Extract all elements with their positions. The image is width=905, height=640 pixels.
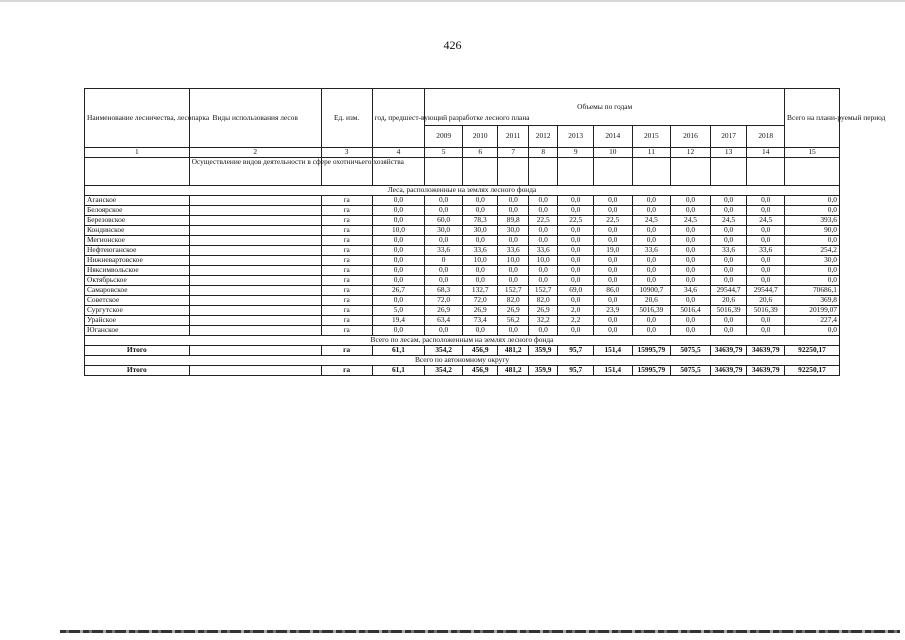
year-value: 359,9 [528,346,557,356]
year-value: 132,7 [462,286,498,296]
column-number: 11 [632,148,671,158]
year-value: 29544,7 [747,286,785,296]
year-value: 0,0 [498,266,528,276]
year-value: 0,0 [747,206,785,216]
column-number: 10 [593,148,632,158]
year-value: 0,0 [462,326,498,336]
unit: га [321,276,372,286]
column-number: 1 [85,148,190,158]
year-value: 0,0 [462,276,498,286]
forestry-name: Урайское [85,316,190,326]
forest-use-type [189,226,321,236]
unit: га [321,206,372,216]
year-value: 0,0 [747,276,785,286]
year-value: 19,0 [593,246,632,256]
year-value: 0,0 [710,236,747,246]
forestry-name: Няксимвольское [85,266,190,276]
year-value: 151,4 [593,366,632,376]
forest-use-type [189,256,321,266]
year-value: 68,3 [425,286,463,296]
year-value: 30,0 [498,226,528,236]
year-value: 0,0 [593,296,632,306]
year-value: 24,5 [710,216,747,226]
header-prev-year: год, предшест-вующий разработке лесного плана [372,89,425,148]
year-value: 0,0 [632,316,671,326]
year-value: 0,0 [593,196,632,206]
header-year: 2010 [462,126,498,148]
year-value: 0,0 [558,326,594,336]
unit: га [321,256,372,266]
year-value: 22,5 [593,216,632,226]
table-row [85,266,840,276]
year-value: 0,0 [632,256,671,266]
year-value: 34639,79 [747,366,785,376]
year-value: 0,0 [593,206,632,216]
year-value: 0,0 [710,316,747,326]
forestry-name: Юганское [85,326,190,336]
year-value: 5016,4 [671,306,711,316]
header-year: 2013 [558,126,594,148]
prev-year-value: 5,0 [372,306,425,316]
year-value: 0,0 [710,326,747,336]
forestry-name: Нефтеюганское [85,246,190,256]
year-value: 0,0 [747,236,785,246]
year-value: 56,2 [498,316,528,326]
year-value: 34639,79 [710,366,747,376]
year-value: 33,6 [498,246,528,256]
forest-use-type [189,366,321,376]
year-value: 152,7 [528,286,557,296]
column-number: 9 [558,148,594,158]
year-value: 0,0 [558,236,594,246]
year-value: 0,0 [632,196,671,206]
column-number: 15 [785,148,840,158]
table-row [85,286,840,296]
header-year: 2011 [498,126,528,148]
year-value: 0,0 [558,256,594,266]
forest-use-table [84,88,886,376]
year-value: 0,0 [671,276,711,286]
year-value: 0,0 [425,236,463,246]
table-row [85,226,840,236]
year-value: 0,0 [498,206,528,216]
header-total: Всего на плани-руемый период [785,89,840,148]
period-total: 393,6 [785,216,840,226]
period-total: 0,0 [785,326,840,336]
prev-year-value: 61,1 [372,366,425,376]
year-value: 72,0 [425,296,463,306]
year-value: 0,0 [558,266,594,276]
unit: га [321,306,372,316]
forestry-name: Октябрьское [85,276,190,286]
unit: га [321,286,372,296]
header-year: 2017 [710,126,747,148]
year-value: 0,0 [593,266,632,276]
year-value: 33,6 [632,246,671,256]
column-number: 4 [372,148,425,158]
year-value: 0,0 [425,276,463,286]
year-value: 26,9 [498,306,528,316]
prev-year-value: 0,0 [372,206,425,216]
year-value: 2,2 [558,316,594,326]
year-value: 0,0 [747,256,785,266]
total-row-forest [85,346,840,356]
prev-year-value: 0,0 [372,276,425,286]
section-forest-total: Всего по лесам, расположенным на землях лесного фонда [85,336,840,346]
year-value: 0,0 [593,316,632,326]
period-total: 0,0 [785,196,840,206]
prev-year-value: 0,0 [372,266,425,276]
period-total: 369,8 [785,296,840,306]
year-value: 30,0 [462,226,498,236]
year-value: 0,0 [747,196,785,206]
unit: га [321,266,372,276]
year-value: 5016,39 [747,306,785,316]
year-value: 0,0 [528,276,557,286]
year-value: 69,0 [558,286,594,296]
unit: га [321,326,372,336]
period-total: 70686,1 [785,286,840,296]
prev-year-value: 61,1 [372,346,425,356]
column-number: 13 [710,148,747,158]
table-row [85,236,840,246]
header-types: Виды использования лесов [189,89,321,148]
section-forest-lands: Леса, расположенные на землях лесного фонда [85,186,840,196]
year-value: 82,0 [498,296,528,306]
year-value: 0,0 [558,246,594,256]
section-row [85,356,840,366]
prev-year-value: 0,0 [372,256,425,266]
year-value: 63,4 [425,316,463,326]
period-total: 0,0 [785,206,840,216]
year-value: 89,8 [498,216,528,226]
scan-edge-bottom [60,630,900,633]
forestry-name: Белоярское [85,206,190,216]
period-total: 92250,17 [785,346,840,356]
year-value: 0,0 [632,326,671,336]
period-total: 0,0 [785,236,840,246]
year-value: 15995,79 [632,346,671,356]
year-value: 32,2 [528,316,557,326]
year-value: 10,0 [498,256,528,266]
header-year: 2018 [747,126,785,148]
prev-year-value: 0,0 [372,236,425,246]
year-value: 0,0 [593,276,632,286]
year-value: 29544,7 [710,286,747,296]
year-value: 0,0 [632,236,671,246]
year-value: 0,0 [425,326,463,336]
forestry-name: Аганское [85,196,190,206]
year-value: 0,0 [710,206,747,216]
year-value: 34,6 [671,286,711,296]
year-value: 0,0 [593,236,632,246]
year-value: 0,0 [558,296,594,306]
table-row [85,276,840,286]
year-value: 33,6 [462,246,498,256]
year-value: 73,4 [462,316,498,326]
year-value: 23,9 [593,306,632,316]
forest-use-type [189,236,321,246]
header-year: 2016 [671,126,711,148]
section-row [85,336,840,346]
activity-type: Осуществление видов деятельности в сфере охотничьего хозяйства [189,158,321,186]
year-value: 0,0 [710,266,747,276]
forest-use-type [189,246,321,256]
table-row [85,306,840,316]
year-value: 33,6 [710,246,747,256]
year-value: 0,0 [498,276,528,286]
prev-year-value: 10,0 [372,226,425,236]
year-value: 22,5 [528,216,557,226]
forestry-name: Кондинское [85,226,190,236]
prev-year-value: 0,0 [372,246,425,256]
year-value: 60,0 [425,216,463,226]
table-row [85,196,840,206]
year-value: 24,5 [671,216,711,226]
year-value: 15995,79 [632,366,671,376]
year-value: 22,5 [558,216,594,226]
forest-use-type [189,346,321,356]
year-value: 456,9 [462,346,498,356]
prev-year-value: 0,0 [372,216,425,226]
section-okrug-total: Всего по автономному округу [85,356,840,366]
year-value: 456,9 [462,366,498,376]
year-value: 0,0 [425,196,463,206]
year-value: 0 [425,256,463,266]
unit: га [321,226,372,236]
unit: га [321,216,372,226]
year-value: 30,0 [425,226,463,236]
prev-year-value: 19,4 [372,316,425,326]
unit: га [321,236,372,246]
table-row [85,316,840,326]
year-value: 0,0 [710,276,747,286]
table-row [85,246,840,256]
section-row [85,186,840,196]
unit: га [321,316,372,326]
year-value: 0,0 [747,226,785,236]
scan-edge-top [0,0,905,2]
column-number: 14 [747,148,785,158]
column-number: 7 [498,148,528,158]
year-value: 0,0 [747,326,785,336]
year-value: 0,0 [671,196,711,206]
column-number: 8 [528,148,557,158]
table-row [85,256,840,266]
forest-use-type [189,296,321,306]
year-value: 5016,39 [710,306,747,316]
column-number: 6 [462,148,498,158]
year-value: 24,5 [632,216,671,226]
year-value: 0,0 [462,266,498,276]
unit: га [321,296,372,306]
year-value: 0,0 [593,226,632,236]
year-value: 0,0 [671,206,711,216]
year-value: 0,0 [425,206,463,216]
year-value: 0,0 [528,326,557,336]
year-value: 0,0 [528,266,557,276]
year-value: 72,0 [462,296,498,306]
year-value: 34639,79 [710,346,747,356]
forest-use-type [189,286,321,296]
prev-year-value: 26,7 [372,286,425,296]
period-total: 0,0 [785,276,840,286]
table-row [85,206,840,216]
unit: га [321,346,372,356]
forest-use-type [189,316,321,326]
year-value: 10,0 [528,256,557,266]
year-value: 20,6 [747,296,785,306]
forestry-name: Сургутское [85,306,190,316]
year-value: 0,0 [671,246,711,256]
year-value: 0,0 [671,266,711,276]
year-value: 0,0 [710,226,747,236]
year-value: 0,0 [671,236,711,246]
year-value: 0,0 [593,256,632,266]
year-value: 95,7 [558,366,594,376]
year-value: 0,0 [498,236,528,246]
year-value: 86,0 [593,286,632,296]
forestry-name: Березовское [85,216,190,226]
period-total: 20199,07 [785,306,840,316]
prev-year-value: 0,0 [372,296,425,306]
year-value: 26,9 [425,306,463,316]
column-number: 2 [189,148,321,158]
year-value: 0,0 [528,226,557,236]
year-value: 5016,39 [632,306,671,316]
year-value: 95,7 [558,346,594,356]
period-total: 0,0 [785,266,840,276]
header-year: 2009 [425,126,463,148]
year-value: 34639,79 [747,346,785,356]
forestry-name: Советское [85,296,190,306]
year-value: 20,6 [710,296,747,306]
forestry-name: Итого [85,346,190,356]
period-total: 254,2 [785,246,840,256]
year-value: 151,4 [593,346,632,356]
year-value: 0,0 [632,206,671,216]
year-value: 33,6 [528,246,557,256]
year-value: 78,3 [462,216,498,226]
forestry-name: Мегионское [85,236,190,246]
period-total: 92250,17 [785,366,840,376]
period-total: 227,4 [785,316,840,326]
year-value: 0,0 [747,266,785,276]
prev-year-value: 0,0 [372,326,425,336]
forestry-name: Итого [85,366,190,376]
year-value: 0,0 [632,276,671,286]
forest-use-type [189,306,321,316]
year-value: 0,0 [462,236,498,246]
year-value: 359,9 [528,366,557,376]
year-value: 0,0 [558,206,594,216]
year-value: 0,0 [747,316,785,326]
year-value: 5075,5 [671,346,711,356]
forest-use-type [189,266,321,276]
year-value: 354,2 [425,346,463,356]
forest-use-type [189,276,321,286]
year-value: 0,0 [558,196,594,206]
header-volumes: Объемы по годам [425,89,785,126]
prev-year-value: 0,0 [372,196,425,206]
forest-use-type [189,196,321,206]
year-value: 0,0 [425,266,463,276]
year-value: 0,0 [632,266,671,276]
year-value: 0,0 [632,226,671,236]
year-value: 481,2 [498,366,528,376]
period-total: 90,0 [785,226,840,236]
year-value: 0,0 [593,326,632,336]
year-value: 26,9 [528,306,557,316]
header-year: 2012 [528,126,557,148]
year-value: 20,6 [632,296,671,306]
forest-use-type [189,326,321,336]
column-number: 3 [321,148,372,158]
year-value: 2,0 [558,306,594,316]
period-total: 30,0 [785,256,840,266]
year-value: 0,0 [462,196,498,206]
forestry-name: Самаровское [85,286,190,296]
forest-use-type [189,206,321,216]
table-row [85,216,840,226]
forestry-name: Нижневартовское [85,256,190,266]
header-name: Наименование лесничества, лесопарка [85,89,190,148]
header-unit: Ед. изм. [321,89,372,148]
year-value: 0,0 [558,226,594,236]
column-number: 12 [671,148,711,158]
table-row [85,296,840,306]
year-value: 0,0 [498,326,528,336]
year-value: 33,6 [747,246,785,256]
year-value: 82,0 [528,296,557,306]
year-value: 24,5 [747,216,785,226]
year-value: 0,0 [558,276,594,286]
year-value: 354,2 [425,366,463,376]
unit: га [321,196,372,206]
activity-type-row [85,158,840,186]
year-value: 0,0 [528,236,557,246]
year-value: 10900,7 [632,286,671,296]
year-value: 0,0 [710,256,747,266]
column-number: 5 [425,148,463,158]
year-value: 0,0 [498,196,528,206]
year-value: 0,0 [528,206,557,216]
year-value: 0,0 [671,226,711,236]
year-value: 5075,5 [671,366,711,376]
unit: га [321,246,372,256]
header-year: 2014 [593,126,632,148]
forest-use-type [189,216,321,226]
total-row-okrug [85,366,840,376]
page-number: 426 [443,38,462,52]
header-year: 2015 [632,126,671,148]
year-value: 0,0 [671,296,711,306]
unit: га [321,366,372,376]
year-value: 33,6 [425,246,463,256]
year-value: 0,0 [462,206,498,216]
year-value: 152,7 [498,286,528,296]
year-value: 26,9 [462,306,498,316]
year-value: 0,0 [528,196,557,206]
year-value: 0,0 [671,316,711,326]
year-value: 0,0 [671,326,711,336]
year-value: 10,0 [462,256,498,266]
year-value: 481,2 [498,346,528,356]
year-value: 0,0 [710,196,747,206]
table-row [85,326,840,336]
year-value: 0,0 [671,256,711,266]
